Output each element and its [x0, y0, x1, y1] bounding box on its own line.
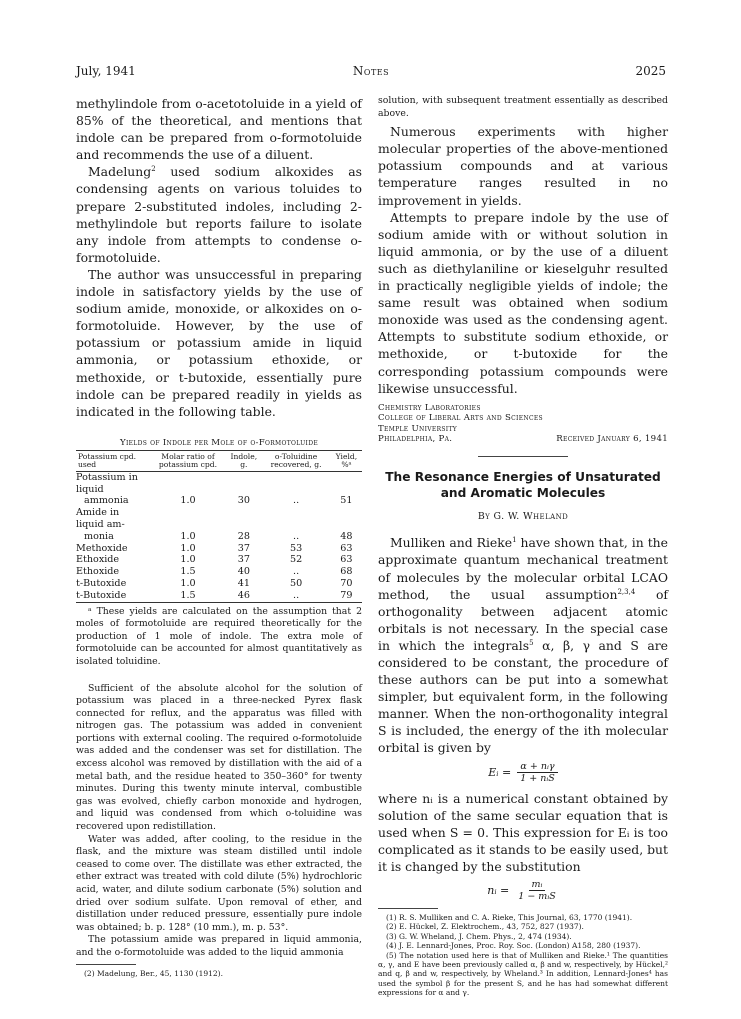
table-cell: 1.0 — [180, 530, 196, 542]
table-cell: ammonia — [84, 495, 129, 507]
table-cell: 37 — [237, 554, 250, 566]
paragraph-numerous: Numerous experiments with higher molecular properties of the above-mentioned potassium compounds and at various temperature ranges resulted in no improvement in yields. — [378, 124, 668, 208]
table-cell: 52 — [289, 554, 303, 566]
experimental-paragraph-2: Water was added, after cooling, to the residue in the flask, and the mixture was steam distilled until indole ceased to come over. The distillate was ether extracted, the ether extract was treated with cold dilute (5%) hydrochloric acid, water, and dilute sodium carbonate (5%) solution and dried over sodium sulfate. Upon removal of ether, and distillation under reduced pressure, essentially pure indole was obtained; b. p. 128° (10 mm.), m. p. 53°. — [76, 833, 362, 933]
table-footnote: ᵃ These yields are calculated on the assumption that 2 moles of formotoluide are required theoretically for the production of 1 mole of indole. The extra mole of formotoluide can be accounted for almost quantitatively as isolated toluidine. — [76, 605, 362, 667]
table-cell: 30 — [237, 495, 250, 507]
table-row — [76, 554, 362, 566]
table-cell: Potassium in liquid — [76, 471, 138, 495]
references — [378, 913, 668, 998]
affiliation-line: Chemistry Laboratories — [378, 402, 481, 413]
table-cell: 70 — [340, 577, 353, 589]
paragraph-attempts: Attempts to prepare indole by the use of sodium amide with or without solution in liquid ammonia, or by the use of a diluent such as diethylaniline or kieselguhr resulted in practically negligible yields of indole; the same result was obtained when sodium monoxide was used as the condensing agent. Attempts to substitute sodium ethoxide, or methoxide, or t-butoxide for the corresponding potassium compounds were likewise unsuccessful. — [378, 209, 668, 396]
table-cell — [226, 471, 261, 495]
table-cell: .. — [293, 566, 300, 578]
table-row — [76, 566, 362, 578]
continued-paragraph: solution, with subsequent treatment essentially as described above. — [378, 95, 668, 119]
paragraph-mulliken: Mulliken and Rieke$^1$ have shown that, in the approximate quantum mechanical treatment of molecules by the molecular orbital LCAO method, the usual assumption$^{2,3,4}$ of orthogonality between adjacent atomic orbitals is not necessary. In the special case in which the integrals$^5$ α, β, γ and S are considered to be constant, the procedure of these authors can be put into a somewhat simpler, but equivalent form, in the following manner. When the non-orthogonality integral S is included, the energy of the ith molecular orbital is given by — [378, 535, 668, 756]
table-cell: t-Butoxide — [76, 590, 150, 602]
left-column — [76, 95, 362, 978]
table-cell: 46 — [226, 590, 261, 602]
table-cell — [331, 507, 362, 531]
table-row — [76, 531, 362, 543]
table-cell: 37 — [237, 542, 250, 554]
table-header: Indole, g. — [226, 450, 261, 471]
table-cell — [261, 507, 331, 531]
equation-substitution: nᵢ = $\frac{\text{mᵢ}}{\text{1 − mᵢS}}$ — [487, 879, 556, 902]
table-header: o-Toluidine recovered, g. — [261, 450, 331, 471]
section-divider — [478, 456, 568, 457]
table-row — [76, 471, 362, 495]
right-column — [378, 95, 668, 998]
table-cell — [331, 471, 362, 495]
paragraph-where: where nᵢ is a numerical constant obtained by solution of the same secular equation that is used when S = 0. This expression for Eᵢ is too complicated as it stands to be easily used, but it is changed by the substitution — [378, 790, 668, 874]
experimental-paragraph-1: Sufficient of the absolute alcohol for the solution of potassium was placed in a three-necked Pyrex flask connected for reflux, and the apparatus was filled with nitrogen gas. The potassium was added in convenient portions with external cooling. The required o-formotoluide was added and the condenser was set for distillation. The excess alcohol was removed by distillation with the aid of a metal bath, and the residue heated to 350–360° for twenty minutes. During this twenty minute interval, combustible gas was evolved, chiefly carbon monoxide and hydrogen, and liquid was condensed from which o-toluidine was recovered upon redistillation. — [76, 682, 362, 833]
table-cell: 50 — [289, 577, 303, 589]
footnote-2: (2) Madelung, Ber., 45, 1130 (1912). — [84, 968, 223, 978]
affiliation — [378, 403, 668, 445]
reference-item: (5) The notation used here is that of Mulliken and Rieke.¹ The quantities α, γ, and E have been previously called α, β and w, respectively, by Hückel,² and q, β and w, respectively, by Wheland.³ In addition, Lennard-Jones⁴ has used the symbol β for the present S, and he has had somewhat different expressions for α and γ. — [378, 950, 668, 998]
table-cell: Amide in liquid am- — [76, 507, 125, 530]
article-byline: By G. W. Wheland — [477, 511, 569, 523]
affiliation-line: Temple University — [378, 423, 458, 434]
table-header: Molar ratio of potassium cpd. — [150, 450, 227, 471]
table-cell: 1.0 — [180, 554, 196, 566]
reference-item: (4) J. E. Lennard-Jones, Proc. Roy. Soc. (London) A158, 280 (1937). — [386, 941, 641, 951]
table-cell: 1.5 — [180, 566, 196, 578]
table-cell: t-Butoxide — [76, 577, 127, 589]
table-cell: 1.5 — [150, 590, 227, 602]
table-cell: Ethoxide — [76, 566, 120, 578]
table-cell: 1.0 — [180, 542, 196, 554]
table-cell — [226, 507, 261, 531]
table-row — [76, 590, 362, 602]
table-cell — [150, 471, 227, 495]
table-cell: 53 — [289, 542, 303, 554]
table-header: Yield, %ᵃ — [331, 450, 362, 471]
table-cell: Ethoxide — [76, 554, 120, 566]
table-cell: Methoxide — [76, 542, 128, 554]
table-cell: 63 — [340, 542, 353, 554]
paragraph-2: Madelung$^2$ used sodium alkoxides as condensing agents on various toluides to prepare 2-substituted indoles, including 2-methylindole but reports failure to isolate any indole from attempts to condense o-formotoluide. — [76, 164, 362, 265]
table-cell: .. — [293, 530, 300, 542]
table-row — [76, 495, 362, 507]
table-cell: 48 — [340, 530, 353, 542]
table-caption: Yields of Indole per Mole of o-Formotoluide — [119, 437, 319, 448]
table-row — [76, 543, 362, 555]
experimental-paragraph-3: The potassium amide was prepared in liquid ammonia, and the o-formotoluide was added to the liquid ammonia — [76, 934, 362, 958]
table-cell: 79 — [331, 590, 362, 602]
header-date: July, 1941 — [76, 64, 136, 78]
footnote-rule — [378, 908, 438, 909]
reference-item: (1) R. S. Mulliken and C. A. Rieke, This Journal, 63, 1770 (1941). — [386, 913, 633, 922]
table-row — [76, 578, 362, 590]
table-cell: 51 — [340, 495, 353, 507]
table-cell: 1.0 — [180, 495, 196, 507]
reference-item: (2) E. Hückel, Z. Elektrochem., 43, 752, 827 (1937). — [386, 922, 584, 932]
table-cell: .. — [261, 590, 331, 602]
table-cell: 1.0 — [180, 577, 196, 589]
footnote-rule — [76, 964, 136, 965]
table-cell: 68 — [340, 566, 353, 578]
table-cell — [261, 471, 331, 495]
yields-table — [76, 450, 362, 603]
header-page-number: 2025 — [635, 64, 666, 78]
table-cell: 63 — [340, 554, 353, 566]
table-row — [76, 507, 362, 531]
running-header — [76, 64, 666, 80]
table-header: Potassium cpd. used — [76, 450, 150, 471]
affiliation-city: Philadelphia, Pa. — [378, 433, 453, 444]
paragraph-3: The author was unsuccessful in preparing indole in satisfactory yields by the use of sodium amide, monoxide, or alkoxides on o-formotoluide. However, by the use of potassium or potassium amide in liquid ammonia, or potassium ethoxide, or methoxide, or t-butoxide, essentially pure indole can be prepared readily in yields as indicated in the following table. — [76, 266, 362, 419]
article-title: The Resonance Energies of Unsaturated and Aromatic Molecules — [385, 470, 661, 501]
table-cell — [150, 507, 227, 531]
paragraph-1: methylindole from o-acetotoluide in a yield of 85% of the theoretical, and mentions that indole can be prepared from o-formotoluide and recommends the use of a diluent. — [76, 96, 362, 163]
table-cell: .. — [293, 495, 300, 507]
affiliation-line: College of Liberal Arts and Sciences — [378, 413, 543, 424]
table-cell: monia — [84, 530, 114, 542]
reference-item: (3) G. W. Wheland, J. Chem. Phys., 2, 474 (1934). — [386, 931, 572, 941]
header-section: Notes — [352, 64, 390, 78]
table-cell: 28 — [237, 530, 250, 542]
equation-energy: Eᵢ = $\frac{\text{α + nᵢγ}}{\text{1 + nᵢS}}$ — [378, 761, 668, 784]
received-date: Received January 6, 1941 — [556, 433, 668, 444]
table-cell: 41 — [237, 577, 250, 589]
table-cell: 40 — [237, 566, 250, 578]
